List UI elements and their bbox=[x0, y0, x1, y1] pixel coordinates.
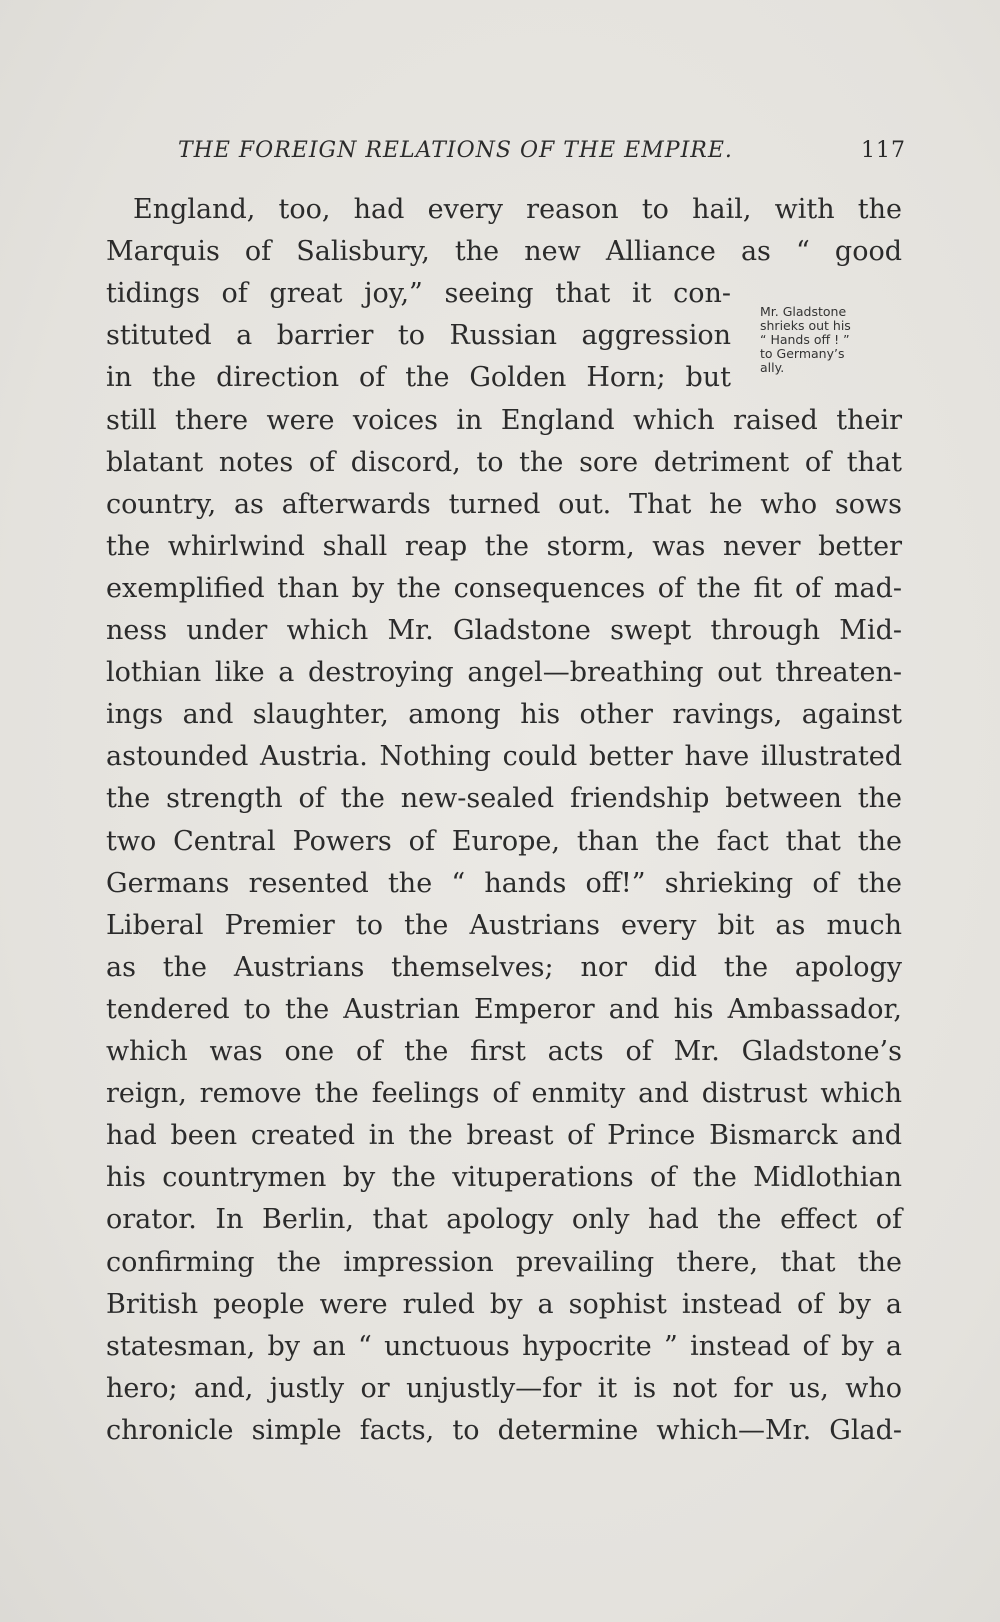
margin-note-line: ally. bbox=[760, 360, 785, 375]
text-line: which was one of the first acts of Mr. Gladstone’s bbox=[106, 1036, 902, 1067]
text-line: orator. In Berlin, that apology only had the effect of bbox=[106, 1204, 902, 1235]
text-line: in the direction of the Golden Horn; but bbox=[106, 362, 731, 393]
margin-note-line: shrieks out his bbox=[760, 318, 851, 333]
running-head-title: THE FOREIGN RELATIONS OF THE EMPIRE. bbox=[178, 138, 733, 163]
text-line: as the Austrians themselves; nor did the apology bbox=[106, 952, 902, 983]
text-line: exemplified than by the consequences of the fit of mad- bbox=[106, 573, 902, 604]
text-line: tendered to the Austrian Emperor and his Ambassador, bbox=[106, 994, 902, 1025]
text-line: Germans resented the “ hands off!” shrieking of the bbox=[106, 868, 902, 899]
text-line: his countrymen by the vituperations of the Midlothian bbox=[106, 1162, 902, 1193]
text-line: ings and slaughter, among his other ravings, against bbox=[106, 699, 902, 730]
margin-note-line: to Germany’s bbox=[760, 346, 845, 361]
text-line: two Central Powers of Europe, than the fact that the bbox=[106, 826, 902, 857]
text-line: stituted a barrier to Russian aggression bbox=[106, 320, 731, 351]
text-line: ness under which Mr. Gladstone swept through Mid- bbox=[106, 615, 902, 646]
text-line: hero; and, justly or unjustly—for it is not for us, who bbox=[106, 1373, 902, 1404]
text-line: British people were ruled by a sophist instead of by a bbox=[106, 1289, 902, 1320]
text-line: the whirlwind shall reap the storm, was never better bbox=[106, 531, 902, 562]
text-line: lothian like a destroying angel—breathing out threaten- bbox=[106, 657, 902, 688]
running-head bbox=[178, 138, 906, 172]
page-number: 117 bbox=[861, 138, 906, 163]
text-line: astounded Austria. Nothing could better have illustrated bbox=[106, 741, 902, 772]
margin-note-line: “ Hands off ! ” bbox=[760, 332, 850, 347]
text-line: blatant notes of discord, to the sore detriment of that bbox=[106, 447, 902, 478]
text-line: had been created in the breast of Prince Bismarck and bbox=[106, 1120, 902, 1151]
text-line: still there were voices in England which raised their bbox=[106, 405, 902, 436]
text-line: Marquis of Salisbury, the new Alliance as “ good bbox=[106, 236, 902, 267]
text-line: country, as afterwards turned out. That he who sows bbox=[106, 489, 902, 520]
text-line: reign, remove the feelings of enmity and distrust which bbox=[106, 1078, 902, 1109]
margin-note-line: Mr. Gladstone bbox=[760, 304, 847, 319]
text-line: Liberal Premier to the Austrians every bit as much bbox=[106, 910, 902, 941]
text-line: statesman, by an “ unctuous hypocrite ” instead of by a bbox=[106, 1331, 902, 1362]
text-line: chronicle simple facts, to determine which—Mr. Glad- bbox=[106, 1415, 902, 1446]
text-line: the strength of the new-sealed friendship between the bbox=[106, 783, 902, 814]
text-line: England, too, had every reason to hail, with the bbox=[106, 194, 902, 225]
text-line: confirming the impression prevailing there, that the bbox=[106, 1247, 902, 1278]
margin-note bbox=[760, 305, 908, 375]
text-line: tidings of great joy,” seeing that it con- bbox=[106, 278, 731, 309]
